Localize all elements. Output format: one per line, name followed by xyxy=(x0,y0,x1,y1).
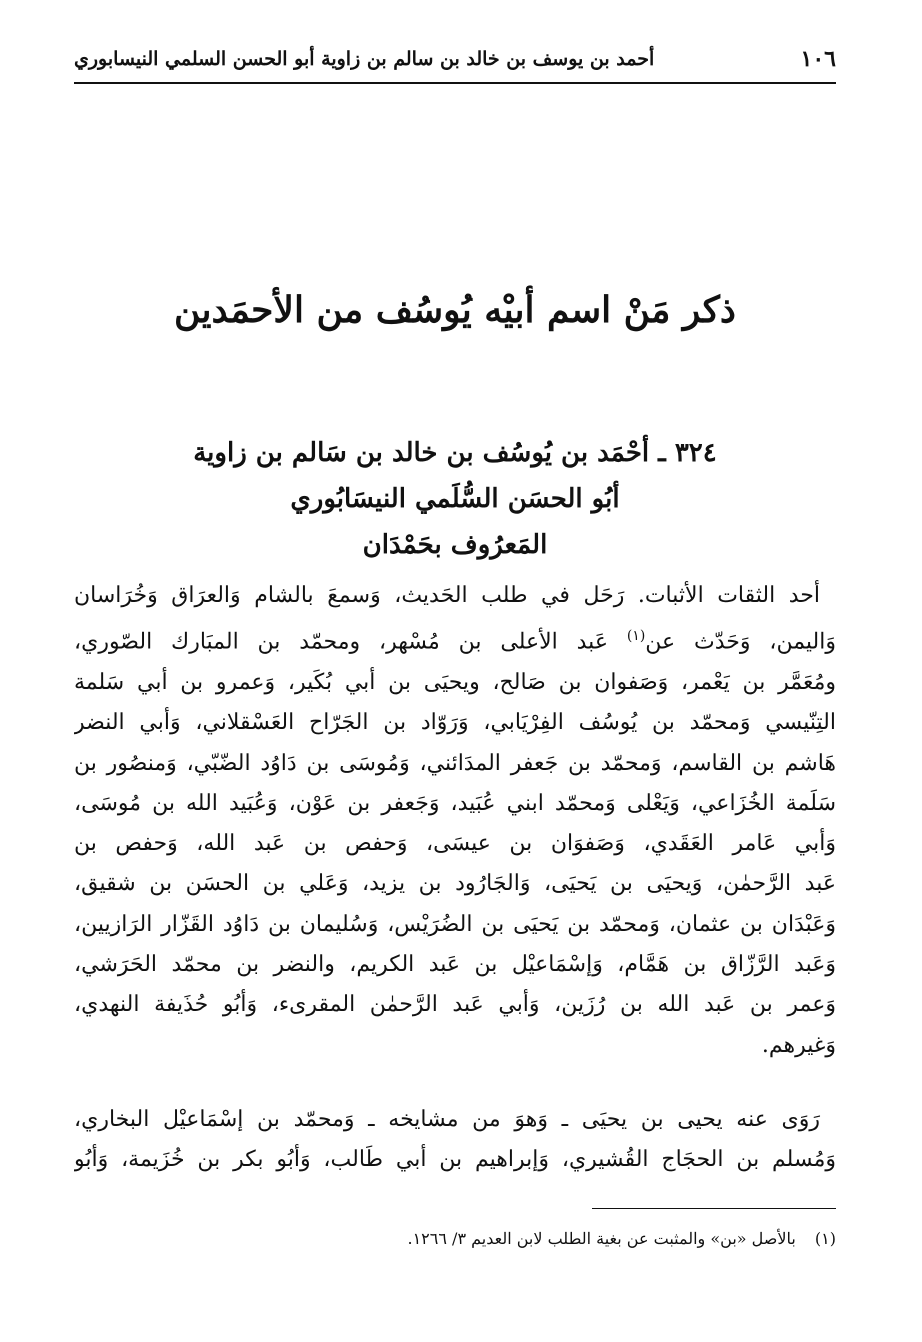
footnote xyxy=(74,1224,836,1254)
text-line: عَبد الرَّحمٰن، وَيحيَى بن يَحيَى، وَالجَارُود بن يزيد، وَعَلي بن الحسَن بن شقيق، xyxy=(74,871,836,897)
footnote-reference: (١) xyxy=(626,628,646,645)
text-line: وَمُسلم بن الحجَاج القُشيري، وَإبراهيم بن أبي طَالب، وَأبُو بكر بن خُزَيمة، وَأبُو xyxy=(74,1147,836,1173)
footnote-marker: (١) xyxy=(814,1229,836,1248)
entry-title-line-3: المَعرُوف بحَمْدَان xyxy=(362,530,548,560)
page-header xyxy=(74,42,836,84)
narrators-paragraph xyxy=(74,1100,836,1181)
biography-paragraph xyxy=(74,576,836,1066)
text-line: هَاشم بن القاسم، وَمحمّد بن جَعفر المدَائني، وَمُوسَى بن دَاوُد الضّبّي، وَمنصُور بن xyxy=(74,750,836,776)
text-line: سَلَمة الخُزَاعي، وَيَعْلى وَمحمّد ابني عُبَيد، وَجَعفر بن عَوْن، وَعُبَيد الله بن مُوسَى، xyxy=(74,790,836,816)
running-title: أحمد بن يوسف بن خالد بن سالم بن زاوية أبو الحسن السلمي النيسابوري xyxy=(74,48,655,70)
section-heading: ذكر مَنْ اسم أبيْه يُوسُف من الأحمَدين xyxy=(174,289,736,331)
text-segment: عَبد الأعلى بن مُسْهر، ومحمّد بن المبَارك الصّوري، xyxy=(74,629,608,655)
text-line: وَغيرهم. xyxy=(761,1032,836,1058)
entry-title-line-1: ٣٢٤ ـ أحْمَد بن يُوسُف بن خالد بن سَالم بن زاوية xyxy=(193,438,717,468)
text-line: ومُعَمَّر بن يَعْمر، وَصَفوان بن صَالح، ويحيَى بن أبي بُكَير، وَعمرو بن أبي سَلمة xyxy=(74,669,836,695)
text-line: وَعمر بن عَبد الله بن رُزَين، وَأبي عَبد الرَّحمٰن المقرىء، وَأبُو حُذَيفة النهدي، xyxy=(74,992,836,1018)
text-segment: وَاليمن، وَحَدّث عن xyxy=(645,629,836,655)
footnote-divider xyxy=(592,1208,836,1209)
entry-heading xyxy=(74,430,836,568)
text-line: وَعَبْدَان بن عثمان، وَمحمّد بن يَحيَى بن الضُرَيْس، وَسُليمان بن دَاوُد القَزّار الرَازيين، xyxy=(74,911,836,937)
footnote-text: بالأصل «بن» والمثبت عن بغية الطلب لابن العديم ٣/ ١٢٦٦. xyxy=(407,1229,796,1248)
text-line: التِنّيسي وَمحمّد بن يُوسُف الفِرْيَابي، وَرَوّاد بن الجَرّاح العَسْقلاني، وَأبي النضر xyxy=(74,710,836,736)
text-line: وَأبي عَامر العَقَدي، وَصَفوَان بن عيسَى، وَحفص بن عَبد الله، وَحفص بن xyxy=(74,831,836,857)
entry-title-line-2: أبُو الحسَن السُّلَمي النيسَابُوري xyxy=(290,484,620,514)
text-line: رَوَى عنه يحيى بن يحيَى ـ وَهوَ من مشايخه ـ وَمحمّد بن إسْمَاعيْل البخاري، xyxy=(74,1107,820,1132)
page-number: ١٠٦ xyxy=(800,46,836,72)
text-line: أحد الثقات الأثبات. رَحَل في طلب الحَديث، وَسمعَ بالشام وَالعرَاق وَخُرَاسان xyxy=(74,583,820,608)
text-line: وَعَبد الرَّزّاق بن هَمَّام، وَإسْمَاعيْل بن عَبد الكريم، والنضر بن محمّد الحَرَشي، xyxy=(74,952,836,977)
text-line xyxy=(74,616,836,663)
